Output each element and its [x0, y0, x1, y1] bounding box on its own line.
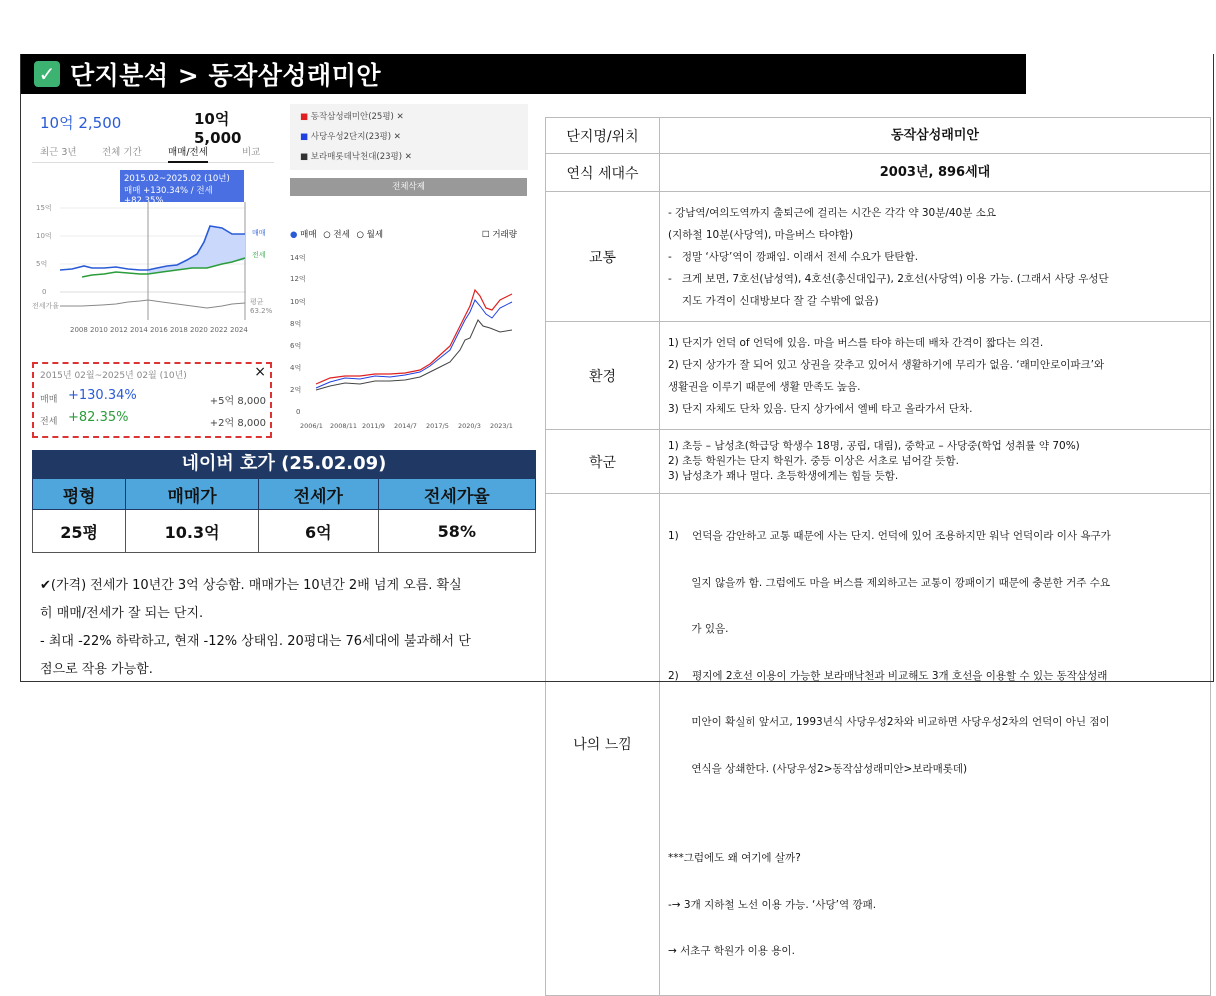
tooltip [120, 170, 244, 206]
legend-item[interactable]: ■ 보라매롯데낙천대(23평) ✕ [300, 152, 412, 162]
summary-rent-amt: +2억 8,000 [209, 418, 266, 429]
price-high: 10억 5,000 [194, 110, 242, 147]
naver-price-table [32, 450, 536, 553]
note-line: 히 매매/전세가 잘 되는 단지. [40, 606, 204, 621]
col-size: 평형 [33, 479, 126, 510]
feel-label: 나의 느낌 [546, 494, 660, 996]
y-tick: 14억 [290, 254, 306, 262]
y-tick: 6억 [290, 342, 302, 350]
price-chart [32, 202, 274, 338]
checkmark-icon: ✓ [34, 61, 60, 87]
y-tick: 0 [296, 408, 301, 416]
y-tick: 8억 [290, 320, 302, 328]
traffic-value: - 강남역/여의도역까지 출퇴근에 걸리는 시간은 각각 약 30분/40분 소요 (지하철 10분(사당역), 마을버스 타야함) - 정말 ‘사당’역이 깡패임. 이래서 전세 수요가 탄탄함. - 크게 보면, 7호선(남성역), 4호선(총신대입구), 2호선(사당역) 이용 가능. (그래서 사당 우성단 지도 가격이 신대방보다 잘 갈 수밖에 없음) [660, 192, 1211, 322]
volume-checkbox[interactable]: ☐ 거래량 [482, 230, 517, 240]
compare-widget [290, 104, 528, 434]
x-tick: 2008/11 [330, 422, 358, 430]
x-tick: 2012 [110, 326, 128, 334]
radio-monthly[interactable]: ○ 월세 [356, 230, 384, 240]
name-label: 단지명/위치 [546, 118, 660, 154]
naver-title: 네이버 호가 (25.02.09) [32, 450, 536, 478]
change-summary [32, 362, 272, 438]
x-tick: 2014/7 [394, 422, 417, 430]
notes [40, 572, 530, 684]
price-low: 10억 2,500 [40, 114, 122, 132]
ratio-avg-val: 63.2% [250, 307, 273, 315]
y-tick: 12억 [290, 275, 306, 283]
x-tick: 2018 [170, 326, 188, 334]
radio-sale[interactable]: ● 매매 [290, 230, 317, 240]
price-widget [32, 102, 274, 442]
x-tick: 2008 [70, 326, 88, 334]
x-tick: 2014 [130, 326, 148, 334]
tab-all-period[interactable]: 전체 기간 [102, 147, 142, 158]
x-tick: 2016 [150, 326, 168, 334]
col-rent: 전세가 [258, 479, 378, 510]
tab-recent-3y[interactable]: 최근 3년 [40, 147, 77, 158]
legend-item[interactable]: ■ 동작삼성래미안(25평) ✕ [300, 112, 404, 122]
cell-rent: 6억 [258, 510, 378, 553]
series-gray [316, 320, 512, 390]
feel-value: 1) 언덕을 감안하고 교통 때문에 사는 단지. 언덕에 있어 조용하지만 워낙 언덕이라 이사 욕구가 일지 않을까 함. 그럼에도 마을 버스를 제외하고는 교통이 깡패이기 때문에 충분한 거주 수요 가 있음. 2) 평지에 2호선 이용이 가능한 보라매낙천과 비교해도 3개 호선을 이용할 수 있는 동작삼성래 미안이 확실히 앞서고, 1993년식 사당우성2차와 비교하면 사당우성2차의 언덕이 아닌 점이 연식을 상쇄한다. (사당우성2>동작삼성래미안>보라매롯데) ***그럼에도 왜 여기에 살까? -→ 3개 지하철 노선 이용 가능. ‘사당’역 깡패. → 서초구 학원가 이용 용이. [660, 494, 1211, 996]
y-tick: 0 [42, 288, 47, 296]
col-sale: 매매가 [126, 479, 259, 510]
summary-sale-label: 매매 [40, 395, 58, 405]
summary-sale-pct: +130.34% [68, 388, 137, 403]
compare-chart [290, 250, 528, 432]
radio-rent[interactable]: ○ 전세 [323, 230, 350, 240]
summary-rent-label: 전세 [40, 417, 58, 427]
close-icon[interactable]: × [254, 364, 266, 380]
series-rent: 전세 [252, 251, 266, 259]
x-tick: 2010 [90, 326, 108, 334]
tab-compare[interactable]: 비교 [242, 147, 261, 158]
x-tick: 2022 [210, 326, 228, 334]
note-line: ✔(가격) 전세가 10년간 3억 상승함. 매매가는 10년간 2배 넘게 오름. 확실 [40, 578, 462, 593]
year-value: 2003년, 896세대 [660, 154, 1211, 192]
x-tick: 2023/1 [490, 422, 513, 430]
env-value: 1) 단지가 언덕 of 언덕에 있음. 마을 버스를 타야 하는데 배차 간격이 짧다는 의견. 2) 단지 상가가 잘 되어 있고 상권을 갖추고 있어서 생활하기에 무리가 없음. ‘래미안로이파크’와 생활권을 이루기 때문에 생활 만족도 높음. 3) 단지 자체도 단차 있음. 단지 상가에서 엘베 타고 올라가서 단차. [660, 322, 1211, 430]
y-tick: 15억 [36, 204, 52, 212]
page-title: 단지분석 > 동작삼성래미안 [70, 61, 382, 90]
range-tabs [32, 140, 274, 163]
cell-ratio: 58% [378, 510, 535, 553]
col-ratio: 전세가율 [378, 479, 535, 510]
x-tick: 2020 [190, 326, 208, 334]
env-label: 환경 [546, 322, 660, 430]
legend-box [290, 104, 528, 170]
info-table [545, 117, 1211, 996]
school-label: 학군 [546, 430, 660, 494]
note-line: 점으로 작용 가능함. [40, 662, 153, 677]
title-bar [20, 54, 1026, 94]
school-value: 1) 초등 – 남성초(학급당 학생수 18명, 공립, 대림), 중학교 – 사당중(학업 성취률 약 70%) 2) 초등 학원가는 단지 학원가. 중등 이상은 서초로 넘어갈 듯함. 3) 남성초가 꽤나 멀다. 초등학생에게는 힘들 듯함. [660, 430, 1211, 494]
cell-sale: 10.3억 [126, 510, 259, 553]
cell-size: 25평 [33, 510, 126, 553]
name-value: 동작삼성래미안 [660, 118, 1211, 154]
ratio-label: 전세가율 [32, 302, 60, 310]
radio-group [290, 228, 383, 240]
series-blue [316, 300, 512, 388]
year-label: 연식 세대수 [546, 154, 660, 192]
summary-period: 2015년 02월~2025년 02월 (10년) [40, 371, 187, 381]
y-tick: 10억 [290, 298, 306, 306]
y-tick: 10억 [36, 232, 52, 240]
x-tick: 2020/3 [458, 422, 481, 430]
ratio-avg: 평균 [250, 298, 264, 306]
y-tick: 5억 [36, 260, 48, 268]
x-tick: 2006/1 [300, 422, 323, 430]
series-red [316, 290, 512, 384]
summary-rent-pct: +82.35% [68, 410, 129, 425]
ratio-line [60, 300, 245, 308]
x-tick: 2024 [230, 326, 248, 334]
y-tick: 2억 [290, 386, 302, 394]
series-sale: 매매 [252, 229, 266, 237]
tooltip-change: 매매 +130.34% / 전세 +82.35% [124, 186, 213, 206]
traffic-label: 교통 [546, 192, 660, 322]
delete-all-button[interactable]: 전체삭제 [290, 178, 527, 196]
tooltip-period: 2015.02~2025.02 (10년) [124, 174, 230, 184]
note-line: - 최대 -22% 하락하고, 현재 -12% 상태임. 20평대는 76세대에 불과해서 단 [40, 634, 471, 649]
x-tick: 2011/9 [362, 422, 385, 430]
tab-sale-rent[interactable]: 매매/전세 [168, 144, 208, 163]
x-tick: 2017/5 [426, 422, 449, 430]
y-tick: 4억 [290, 364, 302, 372]
summary-sale-amt: +5억 8,000 [209, 396, 266, 407]
legend-item[interactable]: ■ 사당우성2단지(23평) ✕ [300, 132, 401, 142]
